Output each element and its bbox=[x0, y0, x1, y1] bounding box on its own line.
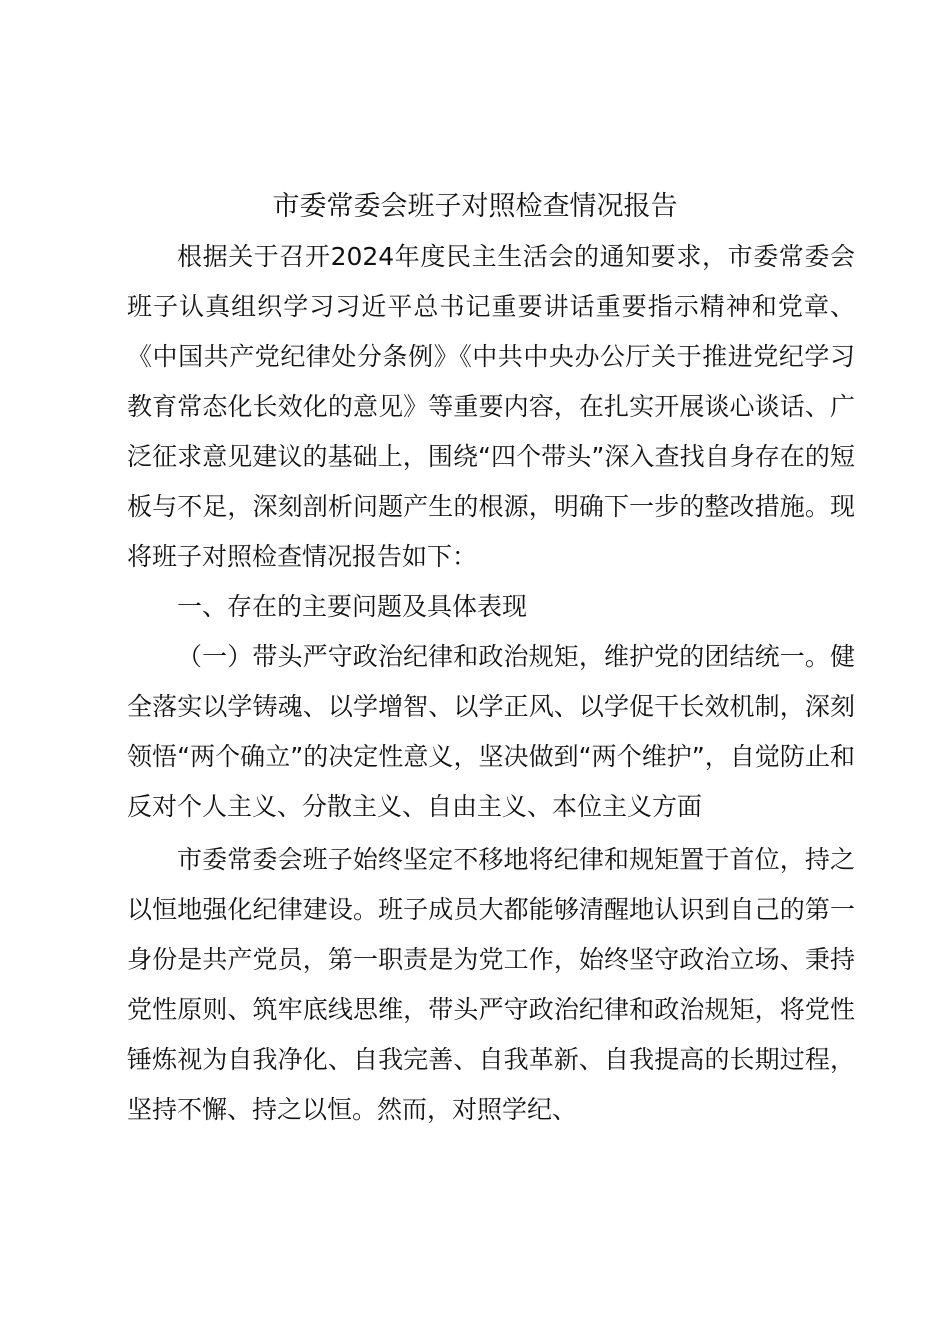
intro-paragraph: 根据关于召开2024年度民主生活会的通知要求，市委常委会班子认真组织学习习近平总书记重要讲话重要指示精神和党章、《中国共产党纪律处分条例》《中共中央办公厅关于推进党纪学习教育常态化长效化的意见》等重要内容，在扎实开展谈心谈话、广泛征求意见建议的基础上，围绕“四个带头”深入查找自身存在的短板与不足，深刻剖析问题产生的根源，明确下一步的整改措施。现将班子对照检查情况报告如下： bbox=[127, 242, 855, 571]
section-heading: 一、存在的主要问题及具体表现 bbox=[177, 592, 528, 621]
subsection-heading-paragraph: （一）带头严守政治纪律和政治规矩，维护党的团结统一。健全落实以学铸魂、以学增智、以学正风、以学促干长效机制，深刻领悟“两个确立”的决定性意义，坚决做到“两个维护”，自觉防止和反对个人主义、分散主义、自由主义、本位主义方面 bbox=[127, 642, 855, 821]
body-paragraph: 市委常委会班子始终坚定不移地将纪律和规矩置于首位，持之以恒地强化纪律建设。班子成员大都能够清醒地认识到自己的第一身份是共产党员，第一职责是为党工作，始终坚守政治立场、秉持党性原则、筑牢底线思维，带头严守政治纪律和政治规矩，将党性锤炼视为自我净化、自我完善、自我革新、自我提高的长期过程，坚持不懈、持之以恒。然而，对照学纪、 bbox=[127, 845, 855, 1124]
document-title: 市委常委会班子对照检查情况报告 bbox=[272, 191, 678, 222]
document-body bbox=[127, 232, 855, 1135]
